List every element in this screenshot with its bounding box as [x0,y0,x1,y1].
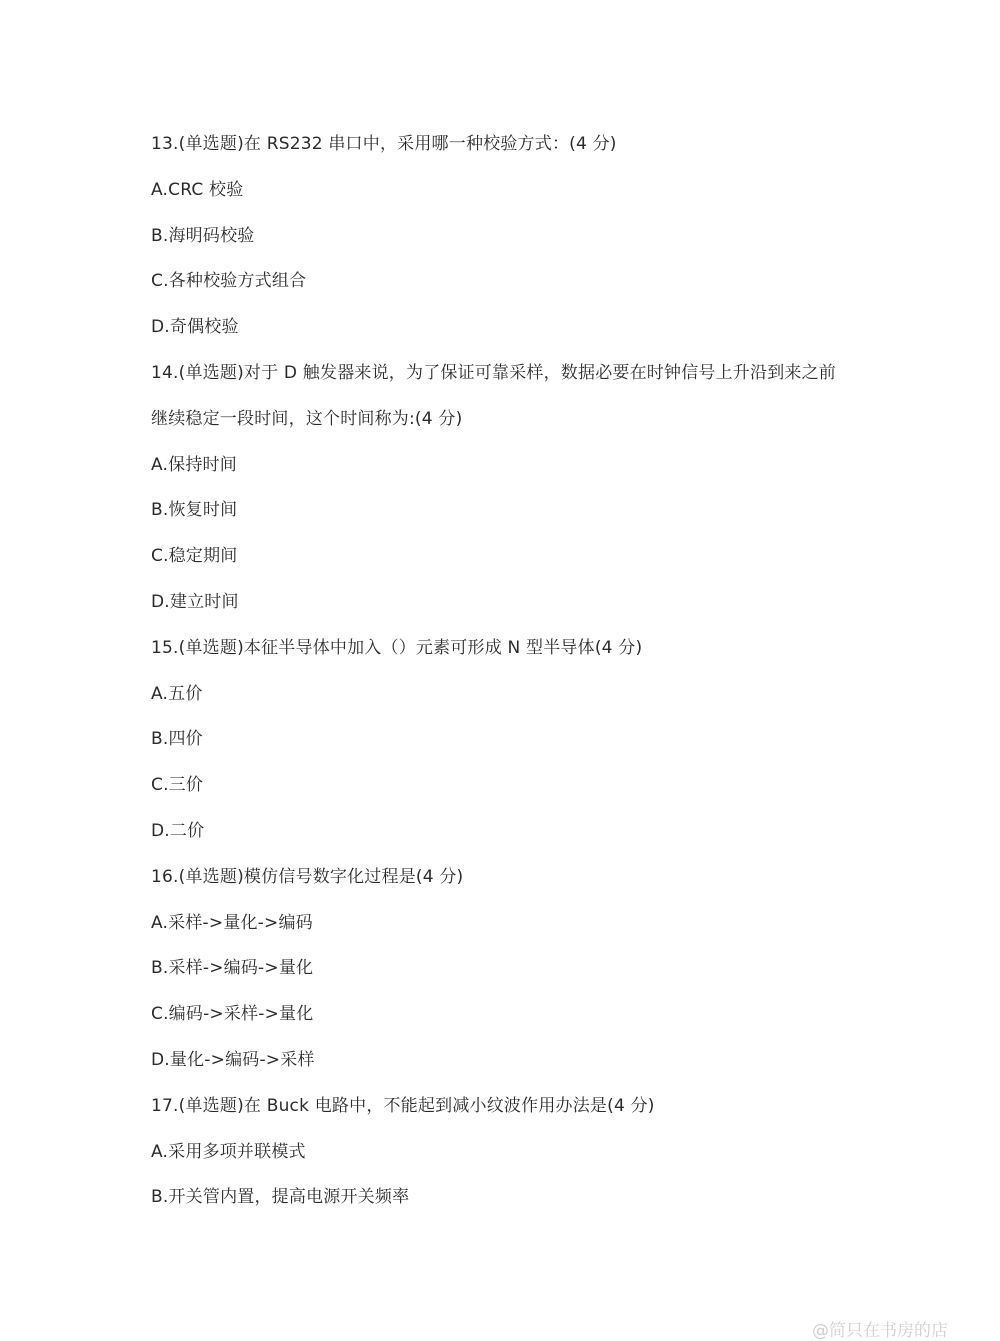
option-a: A.采用多项并联模式 [151,1141,306,1162]
option-b: B.海明码校验 [151,225,255,246]
question-16 [151,862,871,1091]
option-d: D.量化->编码->采样 [151,1049,315,1070]
option-d: D.奇偶校验 [151,317,239,338]
question-14 [151,358,871,633]
option-c: C.稳定期间 [151,546,238,567]
watermark: @简只在书房的店 [812,1321,948,1341]
option-a: A.采样->量化->编码 [151,912,313,933]
option-c: C.编码->采样->量化 [151,1004,314,1025]
option-a: A.五价 [151,683,203,704]
question-stem: 14.(单选题)对于 D 触发器来说，为了保证可靠采样，数据必要在时钟信号上升沿到来之前 [151,362,836,383]
option-a: A.保持时间 [151,454,237,475]
option-b: B.恢复时间 [151,500,238,521]
question-13 [151,129,871,358]
option-b: B.采样->编码->量化 [151,958,314,979]
option-a: A.CRC 校验 [151,179,244,200]
option-c: C.各种校验方式组合 [151,271,307,292]
question-stem-continued: 继续稳定一段时间，这个时间称为:(4 分) [151,408,463,429]
option-b: B.开关管内置，提高电源开关频率 [151,1187,410,1208]
option-c: C.三价 [151,775,204,796]
question-stem: 15.(单选题)本征半导体中加入（）元素可形成 N 型半导体(4 分) [151,637,643,658]
option-b: B.四价 [151,729,203,750]
question-15 [151,633,871,862]
option-d: D.二价 [151,820,205,841]
question-stem: 16.(单选题)模仿信号数字化过程是(4 分) [151,866,464,887]
question-list [151,129,871,1228]
question-stem: 13.(单选题)在 RS232 串口中，采用哪一种校验方式：(4 分) [151,134,617,154]
option-d: D.建立时间 [151,591,239,612]
question-stem: 17.(单选题)在 Buck 电路中，不能起到减小纹波作用办法是(4 分) [151,1095,655,1116]
question-17 [151,1091,871,1228]
